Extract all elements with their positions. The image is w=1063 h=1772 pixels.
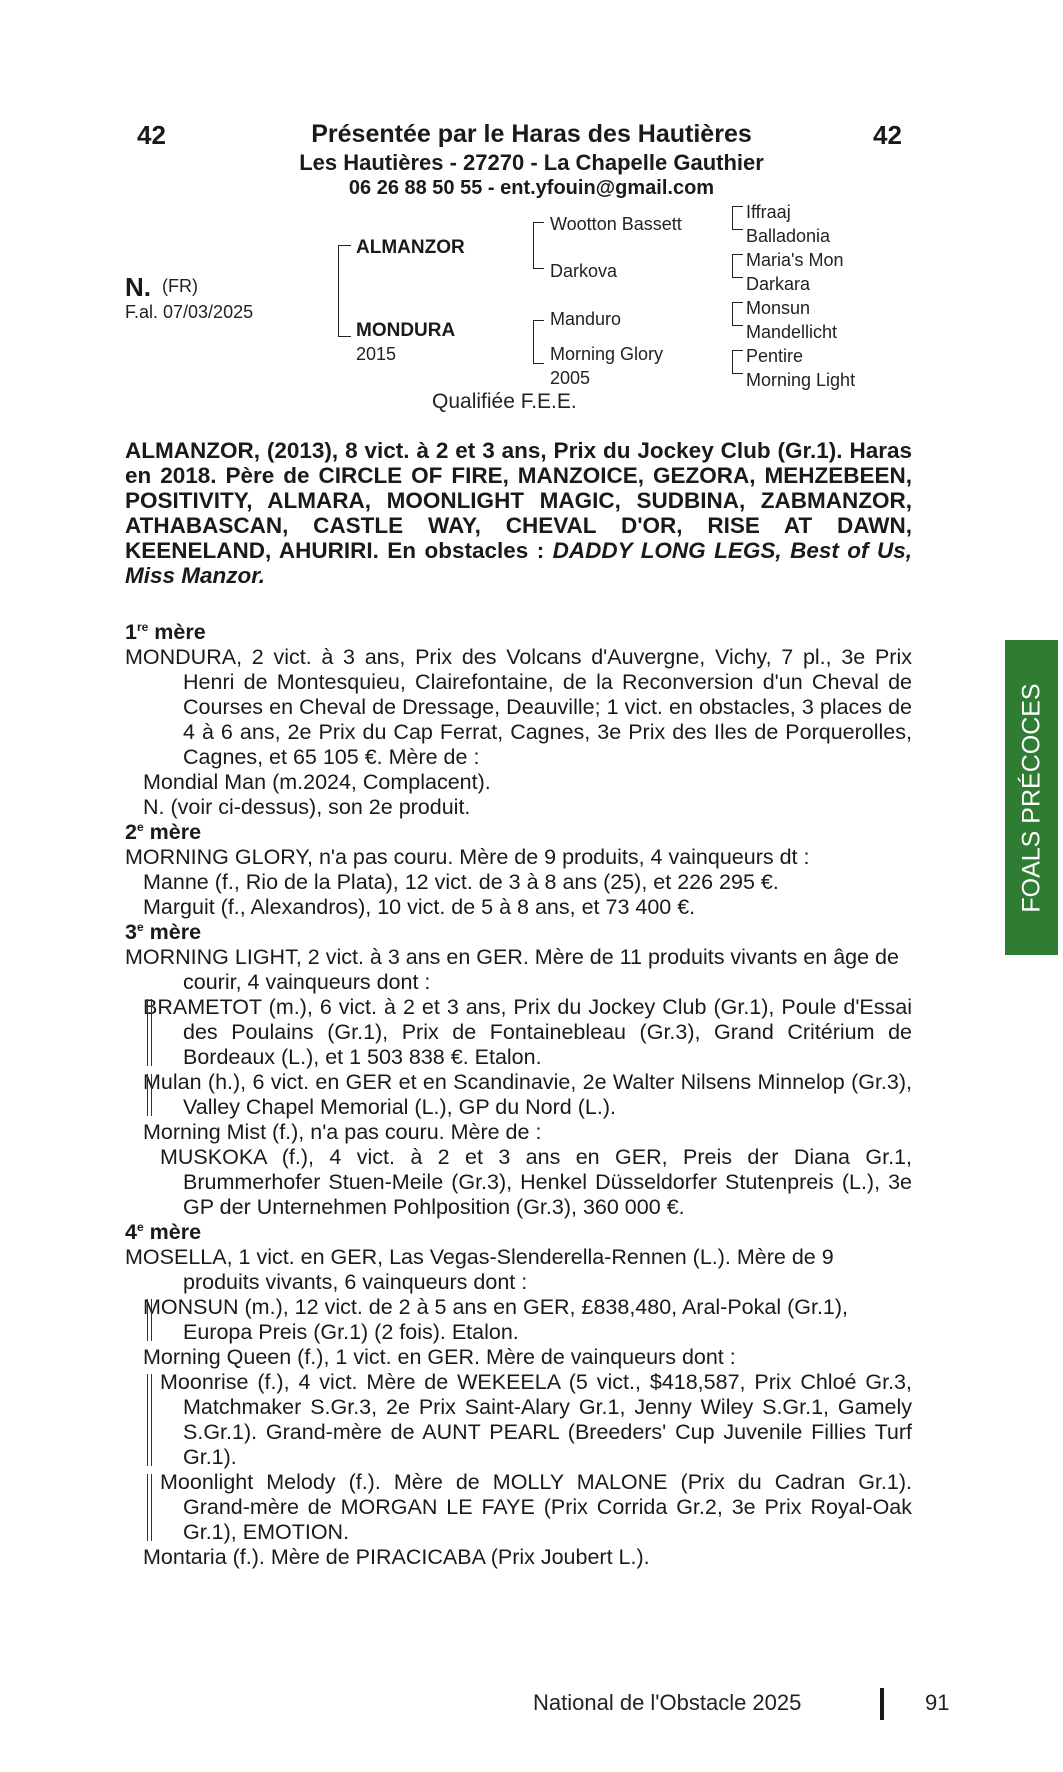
pedigree-dam-year: 2015 <box>356 344 397 364</box>
produce-entry: Marguit (f., Alexandros), 10 vict. de 5 à 8 ans, et 73 400 €. <box>143 895 696 920</box>
section-title: 1re mère <box>125 620 206 645</box>
produce-entry: Moonrise (f.), 4 vict. Mère de WEKEELA (5 vict., $418,587, Prix Chloé Gr.3, Matchmaker S.Gr.3, 2e Prix Saint-Alary Gr.1, Jenny Wiley S.Gr.1, Gamely S.Gr.1). Grand-mère de AUNT PEARL (Breeders' Cup Juvenile Fillies Turf Gr.1). <box>125 1370 912 1470</box>
pedigree-sire: ALMANZOR <box>356 237 465 258</box>
produce-entry: Montaria (f.). Mère de PIRACICABA (Prix Joubert L.). <box>143 1545 650 1570</box>
pedigree-dam-dam-year: 2005 <box>550 368 591 388</box>
pedigree-sire-sire: Wootton Bassett <box>550 214 682 234</box>
pedigree-bracket-main <box>338 245 351 337</box>
qualification: Qualifiée F.E.E. <box>432 390 577 413</box>
pedigree-bracket-g2 <box>732 254 743 278</box>
pedigree-g3: Maria's Mon <box>746 250 844 270</box>
pedigree-g6: Mandellicht <box>746 322 838 342</box>
section-mere-3 <box>125 915 912 1220</box>
pedigree-bracket-g4 <box>732 350 743 374</box>
dam-record: MOSELLA, 1 vict. en GER, Las Vegas-Slenderella-Rennen (L.). Mère de 9 produits vivants, 6 vainqueurs dont : <box>125 1245 834 1295</box>
pedigree-dam-sire: Manduro <box>550 309 622 329</box>
section-mere-4 <box>125 1215 912 1570</box>
produce-entry: MUSKOKA (f.), 4 vict. à 2 et 3 ans en GER, Preis der Diana Gr.1, Brummerhofer Stuen-Meile (Gr.3), Henkel Düsseldorfer Stutenpreis (L.), 3e GP der Unternehmen Pohlposition (Gr.3), 360 000 €. <box>160 1145 912 1220</box>
produce-entry: N. (voir ci-dessus), son 2e produit. <box>143 795 471 820</box>
produce-entry: Mulan (h.), 6 vict. en GER et en Scandinavie, 2e Walter Nilsens Minnelop (Gr.3), Valley Chapel Memorial (L.), GP du Nord (L.). <box>125 1070 912 1120</box>
produce-entry: Mondial Man (m.2024, Complacent). <box>143 770 491 795</box>
dam-record: MORNING LIGHT, 2 vict. à 3 ans en GER. Mère de 11 produits vivants en âge de courir, 4 vainqueurs dont : <box>125 945 899 995</box>
pedigree-g2: Balladonia <box>746 226 831 246</box>
produce-entry: Manne (f., Rio de la Plata), 12 vict. de 3 à 8 ans (25), et 226 295 €. <box>143 870 779 895</box>
pedigree-dam-dam: Morning Glory <box>550 344 664 364</box>
section-mere-2 <box>125 815 912 920</box>
footer-divider <box>880 1688 884 1720</box>
produce-entry: MONSUN (m.), 12 vict. de 2 à 5 ans en GER, £838,480, Aral-Pokal (Gr.1), Europa Preis (Gr.1) (2 fois). Etalon. <box>125 1295 912 1345</box>
section-side-tab <box>1005 640 1058 955</box>
horse-name: N. <box>125 272 151 302</box>
horse-foaled: F.al. 07/03/2025 <box>125 302 254 322</box>
produce-entry: Morning Mist (f.), n'a pas couru. Mère de : <box>143 1120 542 1145</box>
produce-entry: Morning Queen (f.), 1 vict. en GER. Mère de vainqueurs dont : <box>143 1345 736 1370</box>
section-title: 3e mère <box>125 920 202 945</box>
pedigree-g8: Morning Light <box>746 370 856 390</box>
pedigree-bracket-sire <box>533 222 544 269</box>
address-line: Les Hautières - 27270 - La Chapelle Gauthier <box>299 150 764 175</box>
pedigree-dam: MONDURA <box>356 320 456 341</box>
produce-entry: Moonlight Melody (f.). Mère de MOLLY MALONE (Prix du Cadran Gr.1). Grand-mère de MORGAN LE FAYE (Prix Corrida Gr.2, 3e Prix Royal-Oak Gr.1), EMOTION. <box>125 1470 912 1545</box>
dam-record: MONDURA, 2 vict. à 3 ans, Prix des Volcans d'Auvergne, Vichy, 7 pl., 3e Prix Henri de Montesquieu, Clairefontaine, de la Reconversion d'un Cheval de Courses en Cheval de Dressage, Deauville; 1 vict. en obstacles, 3 places de 4 à 6 ans, 2e Prix du Cap Ferrat, Cagnes, 3e Prix des Iles de Porquerolles, Cagnes, et 65 105 €. Mère de : <box>125 645 912 770</box>
section-title: 2e mère <box>125 820 202 845</box>
pedigree-bracket-g3 <box>732 302 743 326</box>
pedigree-bracket-dam <box>533 320 544 364</box>
sire-summary <box>125 438 912 588</box>
section-title: 4e mère <box>125 1220 202 1245</box>
presenter-line: Présentée par le Haras des Hautières <box>311 120 752 148</box>
lot-number-right: 42 <box>873 120 902 150</box>
pedigree-bracket-g1 <box>732 206 743 230</box>
dam-record: MORNING GLORY, n'a pas couru. Mère de 9 produits, 4 vainqueurs dt : <box>125 845 810 870</box>
sire-summary-text: ALMANZOR, (2013), 8 vict. à 2 et 3 ans, Prix du Jockey Club (Gr.1). Haras en 2018. Père de CIRCLE OF FIRE, MANZOICE, GEZORA, MEHZEBEEN, POSITIVITY, ALMARA, MOONLIGHT MAGIC, SUDBINA, ZABMANZOR, ATHABASCAN, CASTLE WAY, CHEVAL D'OR, RISE AT DAWN, KEENELAND, AHURIRI. En obstacles : <box>125 438 912 563</box>
lot-number-left: 42 <box>137 120 166 150</box>
horse-country: (FR) <box>162 276 198 296</box>
pedigree-g5: Monsun <box>746 298 811 318</box>
pedigree-g4: Darkara <box>746 274 811 294</box>
page-number: 91 <box>925 1690 950 1715</box>
produce-entry: BRAMETOT (m.), 6 vict. à 2 et 3 ans, Prix du Jockey Club (Gr.1), Poule d'Essai des Poulains (Gr.1), Prix de Fontainebleau (Gr.3), Grand Critérium de Bordeaux (L.), et 1 503 838 €. Etalon. <box>125 995 912 1070</box>
pedigree-g1: Iffraaj <box>746 202 791 222</box>
side-tab-label: FOALS PRÉCOCES <box>1017 682 1045 913</box>
pedigree-sire-dam: Darkova <box>550 261 618 281</box>
footer-publication: National de l'Obstacle 2025 <box>533 1690 802 1715</box>
pedigree-g7: Pentire <box>746 346 804 366</box>
section-mere-1 <box>125 615 912 820</box>
sire-summary-italic: DADDY LONG LEGS, Best of Us, Miss Manzor. <box>125 538 912 588</box>
contact-line: 06 26 88 50 55 - ent.yfouin@gmail.com <box>348 177 715 199</box>
